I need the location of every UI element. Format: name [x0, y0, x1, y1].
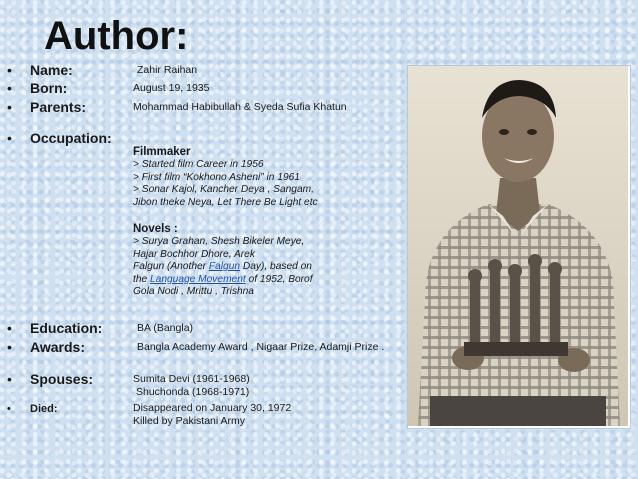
filmmaker-line: > Sonar Kajol, Kancher Deya , Sangam,	[133, 184, 314, 195]
died-value	[133, 402, 395, 428]
filmmaker-line: Jibon theke Neya, Let There Be Light etc	[133, 196, 318, 208]
name-label: Name:	[30, 62, 73, 78]
died-line-1: Disappeared on January 30, 1972	[133, 402, 292, 414]
died-line-2: Killed by Pakistani Army	[133, 415, 246, 427]
novels-line	[133, 261, 395, 274]
filmmaker-line: > Started film Career in 1956	[133, 159, 264, 170]
spouse-1: Sumita Devi (1961-1968)	[133, 373, 250, 385]
bullet: •	[7, 339, 12, 355]
bullet: •	[7, 99, 12, 115]
parents-value: Mohammad Habibullah & Syeda Sufia Khatun	[133, 101, 347, 113]
novels-line: Gola Nodi , Mrittu , Trishna	[133, 286, 254, 297]
education-value: BA (Bangla)	[137, 322, 194, 334]
author-photo	[407, 65, 631, 429]
name-value: Zahir Raihan	[137, 64, 198, 76]
novels-line: > Surya Grahan, Shesh Bikeler Meye,	[133, 236, 305, 247]
novels-heading: Novels :	[133, 223, 178, 235]
parents-label: Parents:	[30, 99, 87, 115]
bullet: •	[7, 130, 12, 146]
died-label: Died:	[30, 403, 58, 415]
awards-value: Bangla Academy Award , Nigaar Prize, Adamji Prize .	[137, 341, 385, 353]
spouses-label: Spouses:	[30, 371, 94, 387]
bullet: •	[7, 403, 11, 415]
spouses-value	[133, 373, 395, 399]
bullet: •	[7, 62, 12, 78]
novels-block	[133, 222, 395, 299]
novels-line	[133, 274, 395, 287]
novels-line: Hajar Bochhor Dhore, Arek	[133, 248, 255, 260]
portrait-photo-icon	[408, 66, 628, 426]
born-value: August 19, 1935	[133, 82, 210, 94]
bullet: •	[7, 80, 12, 96]
bullet: •	[7, 320, 12, 336]
novels-text: Day), based on	[240, 261, 312, 272]
language-movement-link[interactable]: Language Movement	[150, 273, 246, 285]
awards-label: Awards:	[30, 339, 85, 355]
novels-text: the	[133, 273, 150, 285]
occupation-label: Occupation:	[30, 130, 112, 146]
falgun-link[interactable]: Falgun	[208, 261, 241, 272]
spouse-2: Shuchonda (1968-1971)	[136, 386, 250, 398]
filmmaker-line: > First film “Kokhono Asheni” in 1961	[133, 171, 300, 183]
bullet: •	[7, 371, 12, 387]
filmmaker-block	[133, 145, 395, 209]
novels-text: of 1952, Borof	[245, 273, 313, 285]
slide-title: Author:	[44, 14, 189, 58]
novels-text: Falgun (Another	[133, 261, 209, 272]
education-label: Education:	[30, 320, 103, 336]
born-label: Born:	[30, 80, 68, 96]
filmmaker-heading: Filmmaker	[133, 146, 191, 158]
